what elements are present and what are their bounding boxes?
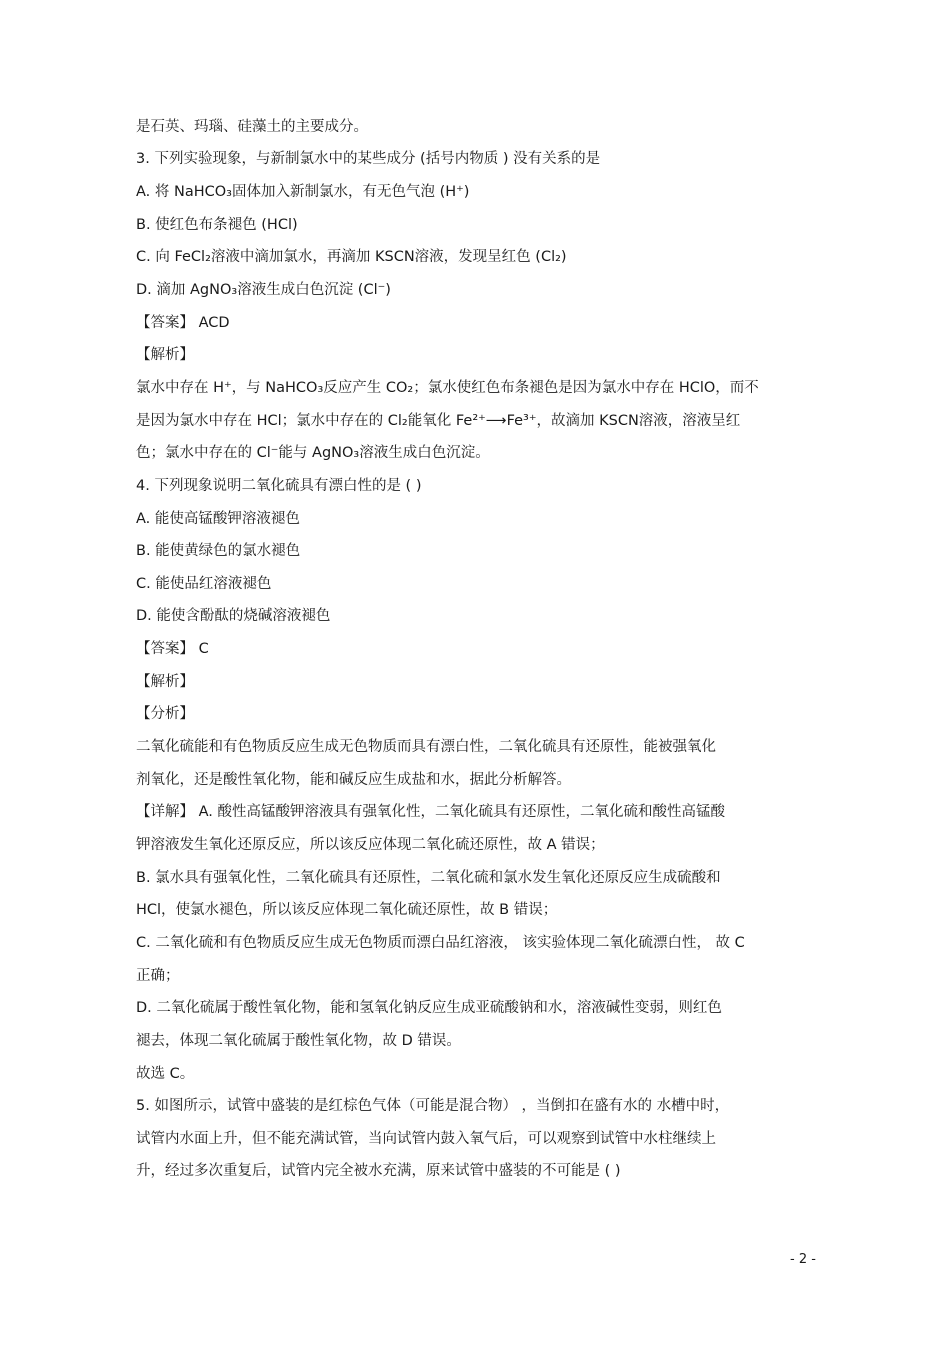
text-line: B. 氯水具有强氧化性，二氧化硫具有还原性，二氧化硫和氯水发生氧化还原反应生成硫酸和 xyxy=(136,870,721,886)
text-line: 剂氧化，还是酸性氧化物，能和碱反应生成盐和水，据此分析解答。 xyxy=(136,772,571,788)
answer: 【答案】 ACD xyxy=(136,315,230,331)
option-c: C. 向 FeCl₂溶液中滴加氯水，再滴加 KSCN溶液，发现呈红色 (Cl₂) xyxy=(136,249,567,265)
text-line: 二氧化硫能和有色物质反应生成无色物质而具有漂白性，二氧化硫具有还原性，能被强氧化 xyxy=(136,739,716,755)
text-line: HCl，使氯水褪色，所以该反应体现二氧化硫还原性，故 B 错误； xyxy=(136,902,558,918)
option-d: D. 能使含酚酞的烧碱溶液褪色 xyxy=(136,608,331,624)
option-c: C. 能使品红溶液褪色 xyxy=(136,576,272,592)
option-b: B. 使红色布条褪色 (HCl) xyxy=(136,217,298,233)
text-line: 【详解】 A. 酸性高锰酸钾溶液具有强氧化性，二氧化硫具有还原性，二氧化硫和酸性高锰酸 xyxy=(136,804,725,820)
text-line: 正确； xyxy=(136,968,180,984)
page-number: - 2 - xyxy=(790,1252,816,1267)
option-a: A. 能使高锰酸钾溶液褪色 xyxy=(136,511,300,527)
text-line: 试管内水面上升，但不能充满试管，当向试管内鼓入氧气后，可以观察到试管中水柱继续上 xyxy=(136,1131,716,1147)
text-line: 氯水中存在 H⁺，与 NaHCO₃反应产生 CO₂；氯水使红色布条褪色是因为氯水中存在 HClO，而不 xyxy=(136,380,759,396)
answer: 【答案】 C xyxy=(136,641,209,657)
option-d: D. 滴加 AgNO₃溶液生成白色沉淀 (Cl⁻) xyxy=(136,282,391,298)
text-line: C. 二氧化硫和有色物质反应生成无色物质而漂白品红溶液， 该实验体现二氧化硫漂白性， 故 C xyxy=(136,935,745,951)
text-line: 是因为氯水中存在 HCl；氯水中存在的 Cl₂能氧化 Fe²⁺⟶Fe³⁺，故滴加 KSCN溶液，溶液呈红 xyxy=(136,413,741,429)
analysis-heading: 【解析】 xyxy=(136,674,194,690)
question-3: 3. 下列实验现象，与新制氯水中的某些成分 (括号内物质 ) 没有关系的是 xyxy=(136,151,601,167)
text-line: 钾溶液发生氧化还原反应，所以该反应体现二氧化硫还原性，故 A 错误； xyxy=(136,837,605,853)
question-4: 4. 下列现象说明二氧化硫具有漂白性的是 ( ) xyxy=(136,478,422,494)
analysis-subheading: 【分析】 xyxy=(136,706,194,722)
text-line: D. 二氧化硫属于酸性氧化物，能和氢氧化钠反应生成亚硫酸钠和水，溶液碱性变弱，则红色 xyxy=(136,1000,722,1016)
text-line: 是石英、玛瑙、硅藻土的主要成分。 xyxy=(136,119,368,135)
question-5: 5. 如图所示，试管中盛装的是红棕色气体（可能是混合物） ，当倒扣在盛有水的 水槽中时， xyxy=(136,1098,730,1114)
text-line: 色；氯水中存在的 Cl⁻能与 AgNO₃溶液生成白色沉淀。 xyxy=(136,445,490,461)
text-line: 故选 C。 xyxy=(136,1066,195,1082)
text-line: 升，经过多次重复后，试管内完全被水充满，原来试管中盛装的不可能是 ( ) xyxy=(136,1163,621,1179)
text-line: 褪去，体现二氧化硫属于酸性氧化物，故 D 错误。 xyxy=(136,1033,461,1049)
option-b: B. 能使黄绿色的氯水褪色 xyxy=(136,543,301,559)
option-a: A. 将 NaHCO₃固体加入新制氯水，有无色气泡 (H⁺) xyxy=(136,184,470,200)
analysis-heading: 【解析】 xyxy=(136,347,194,363)
